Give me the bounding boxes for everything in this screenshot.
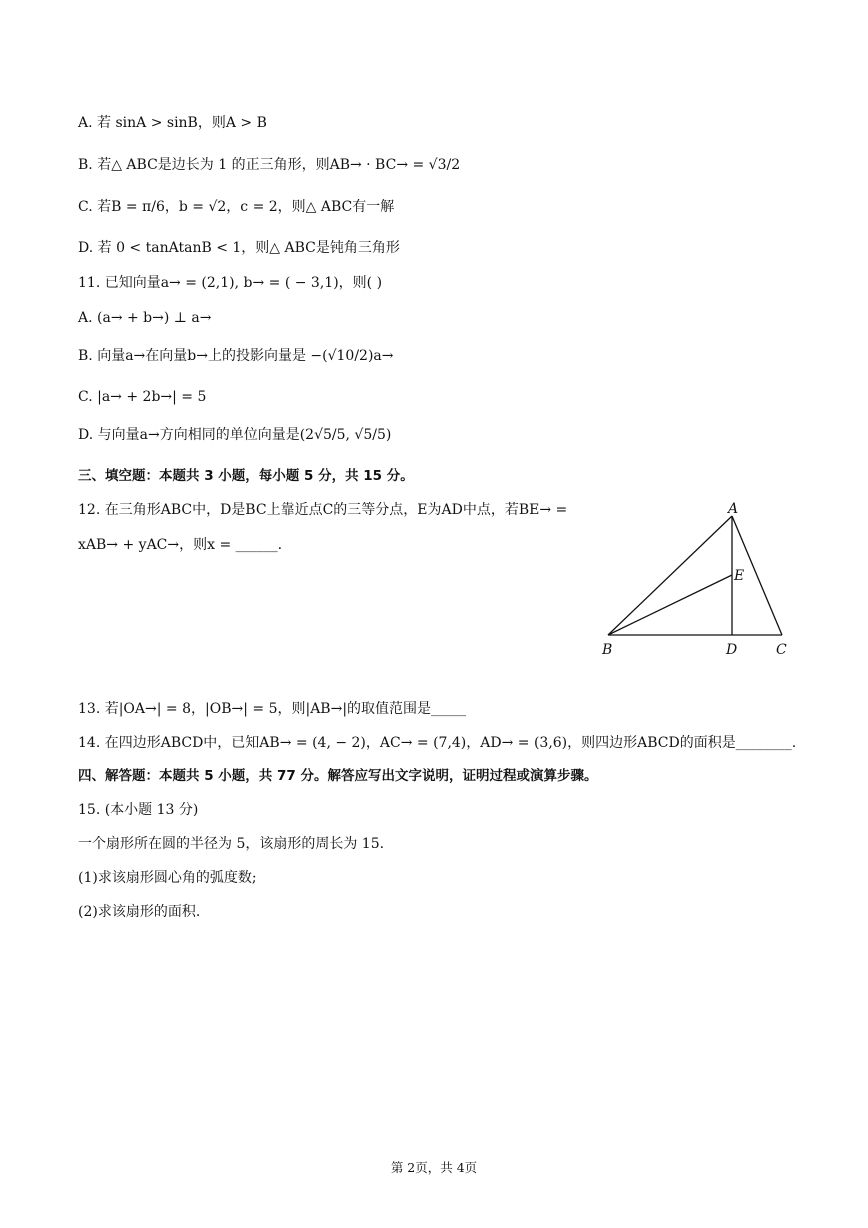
- page-footer: 第 2页，共 4页: [390, 1160, 478, 1175]
- section-heading-solutions: 四、解答题：本题共 5 小题，共 77 分。解答应写出文字说明，证明过程或演算步骤。: [78, 768, 598, 784]
- question-15-part2: (2)求该扇形的面积.: [78, 904, 201, 920]
- triangle-figure: [592, 498, 802, 666]
- edge-ba: [608, 516, 732, 635]
- option-10b: B. 若△ ABC是边长为 1 的正三角形，则AB→ · BC→ = √3/2: [78, 157, 461, 173]
- question-15-stem: 一个扇形所在圆的半径为 5，该扇形的周长为 15.: [78, 836, 385, 852]
- segment-be: [608, 575, 732, 635]
- section-heading-fill-in: 三、填空题：本题共 3 小题，每小题 5 分，共 15 分。: [78, 468, 414, 484]
- label-d: D: [726, 642, 738, 658]
- question-12-line2: xAB→ + yAC→，则x = ______.: [78, 537, 283, 553]
- option-10a: A. 若 sinA > sinB，则A > B: [78, 115, 267, 131]
- option-11c: C. |a→ + 2b→| = 5: [78, 389, 207, 405]
- question-14: 14. 在四边形ABCD中，已知AB→ = (4, − 2)，AC→ = (7,4)，AD→ = (3,6)，则四边形ABCD的面积是________.: [78, 735, 797, 751]
- question-11: 11. 已知向量a→ = (2,1), b→ = ( − 3,1)，则( ): [78, 275, 383, 291]
- option-10d: D. 若 0 < tanAtanB < 1，则△ ABC是钝角三角形: [78, 240, 400, 256]
- option-11d: D. 与向量a→方向相同的单位向量是(2√5/5, √5/5): [78, 427, 392, 443]
- label-c: C: [776, 642, 787, 658]
- question-12-line1: 12. 在三角形ABC中，D是BC上靠近点C的三等分点，E为AD中点，若BE→ =: [78, 502, 568, 518]
- question-15-part1: (1)求该扇形圆心角的弧度数;: [78, 870, 257, 886]
- option-11b: B. 向量a→在向量b→上的投影向量是 −(√10/2)a→: [78, 348, 394, 364]
- label-b: B: [602, 642, 613, 658]
- option-11a: A. (a→ + b→) ⊥ a→: [78, 310, 212, 326]
- option-10c: C. 若B = π/6，b = √2，c = 2，则△ ABC有一解: [78, 199, 395, 215]
- label-e: E: [734, 568, 745, 584]
- label-a: A: [728, 501, 739, 517]
- question-13: 13. 若|OA→| = 8，|OB→| = 5，则|AB→|的取值范围是_____: [78, 701, 467, 717]
- question-15-header: 15. (本小题 13 分): [78, 802, 199, 818]
